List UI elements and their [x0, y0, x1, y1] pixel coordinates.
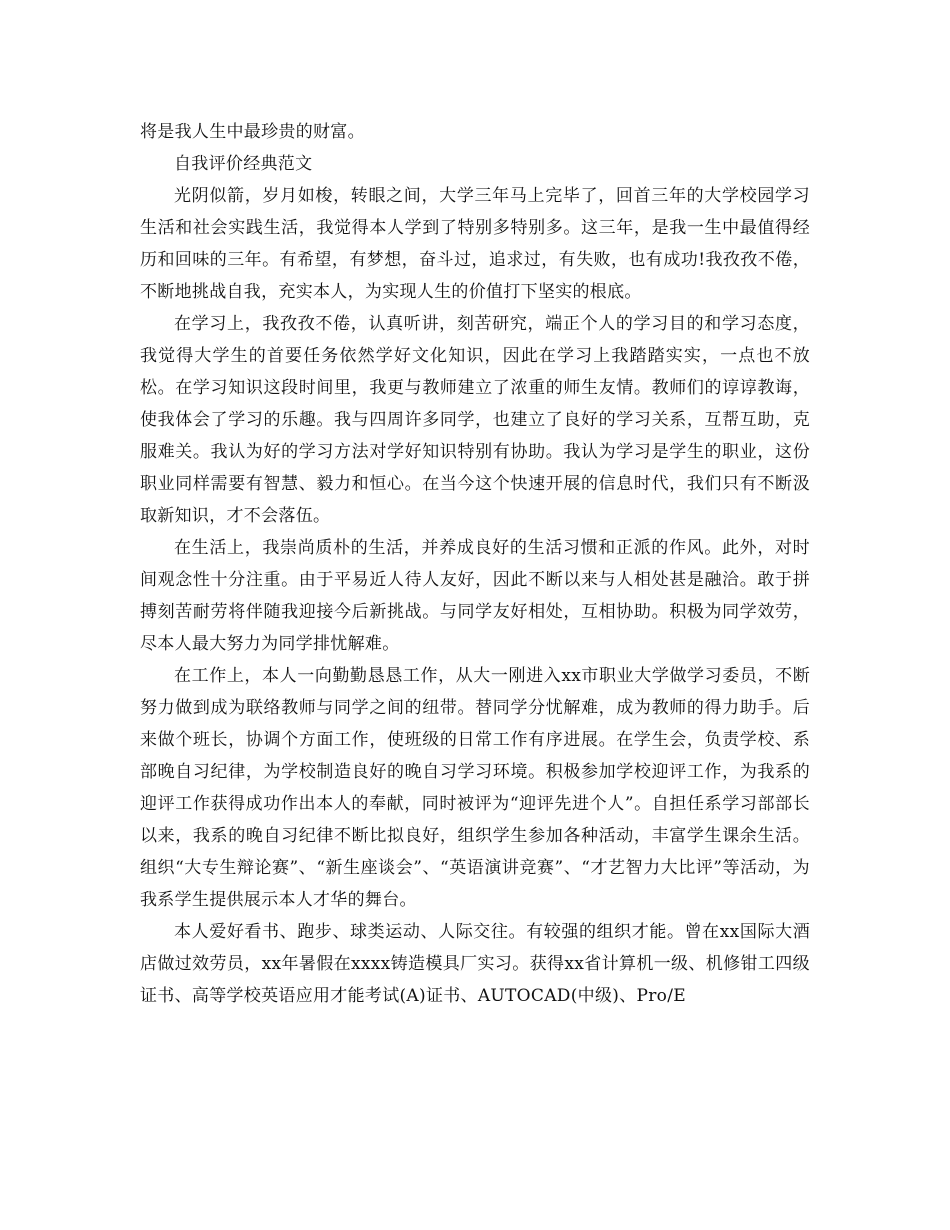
- body-paragraph: 光阴似箭，岁月如梭，转眼之间，大学三年马上完毕了，回首三年的大学校园学习生活和社会实践生活，我觉得本人学到了特别多特别多。这三年，是我一生中最值得经历和回味的三年。有希望，有梦想，奋斗过，追求过，有失败，也有成功!我孜孜不倦，不断地挑战自我，充实本人，为实现人生的价值打下坚实的根底。: [140, 186, 810, 302]
- body-paragraph: 在工作上，本人一向勤勤恳恳工作，从大一刚进入xx市职业大学做学习委员，不断努力做到成为联络教师与同学之间的纽带。替同学分忧解难，成为教师的得力助手。后来做个班长，协调个方面工作，使班级的日常工作有序进展。在学生会，负责学校、系部晚自习纪律，为学校制造良好的晚自习学习环境。积极参加学校迎评工作，为我系的迎评工作获得成功作出本人的奉献，同时被评为“迎评先进个人”。自担任系学习部部长以来，我系的晚自习纪律不断比拟良好，组织学生参加各种活动，丰富学生课余生活。组织“大专生辩论赛”、“新生座谈会”、“英语演讲竞赛”、“才艺智力大比评”等活动，为我系学生提供展示本人才华的舞台。: [140, 666, 810, 910]
- section-heading: 自我评价经典范文: [174, 154, 313, 174]
- body-paragraph: 在生活上，我崇尚质朴的生活，并养成良好的生活习惯和正派的作风。此外，对时间观念性十分注重。由于平易近人待人友好，因此不断以来与人相处甚是融洽。敢于拼搏刻苦耐劳将伴随我迎接今后新挑战。与同学友好相处，互相协助。积极为同学效劳，尽本人最大努力为同学排忧解难。: [140, 538, 810, 654]
- document-body: [140, 116, 810, 1012]
- body-paragraph: 在学习上，我孜孜不倦，认真听讲，刻苦研究，端正个人的学习目的和学习态度，我觉得大学生的首要任务依然学好文化知识，因此在学习上我踏踏实实，一点也不放松。在学习知识这段时间里，我更与教师建立了浓重的师生友情。教师们的谆谆教诲，使我体会了学习的乐趣。我与四周许多同学，也建立了良好的学习关系，互帮互助，克服难关。我认为好的学习方法对学好知识特别有协助。我认为学习是学生的职业，这份职业同样需要有智慧、毅力和恒心。在当今这个快速开展的信息时代，我们只有不断汲取新知识，才不会落伍。: [140, 314, 810, 526]
- continuation-paragraph: 将是我人生中最珍贵的财富。: [140, 122, 365, 142]
- body-paragraph: 本人爱好看书、跑步、球类运动、人际交往。有较强的组织才能。曾在xx国际大酒店做过效劳员，xx年暑假在xxxx铸造模具厂实习。获得xx省计算机一级、机修钳工四级证书、高等学校英语应用才能考试(A)证书、AUTOCAD(中级)、Pro/E: [140, 922, 810, 1006]
